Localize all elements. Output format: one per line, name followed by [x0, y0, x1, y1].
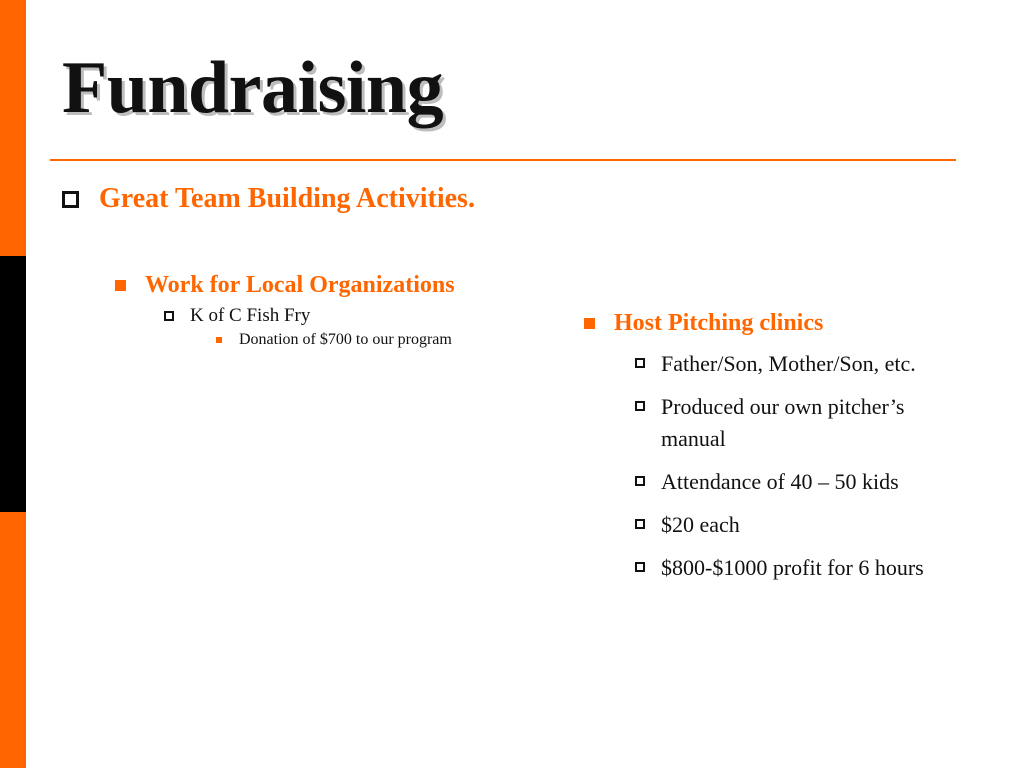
- list-item: [635, 509, 965, 541]
- bullet-level3: [164, 305, 455, 327]
- list-item-text: Produced our own pitcher’s manual: [661, 394, 905, 451]
- hollow-square-bullet-icon: [62, 191, 79, 208]
- bullet-level4-text: Donation of $700 to our program: [239, 331, 452, 348]
- small-square-bullet-icon: [216, 337, 222, 343]
- hollow-square-bullet-icon: [635, 476, 645, 486]
- title-divider: [50, 159, 956, 161]
- bullet-level2: [115, 272, 455, 299]
- bullet-level4: [216, 331, 455, 349]
- left-accent-bar-black-segment: [0, 256, 26, 512]
- bullet-level1: [62, 183, 475, 215]
- list-item: [635, 348, 965, 380]
- right-column: [584, 310, 984, 584]
- hollow-square-bullet-icon: [635, 562, 645, 572]
- bullet-level2: [584, 310, 984, 337]
- solid-square-bullet-icon: [115, 280, 126, 291]
- solid-square-bullet-icon: [584, 318, 595, 329]
- hollow-square-bullet-icon: [164, 311, 174, 321]
- hollow-square-bullet-icon: [635, 519, 645, 529]
- list-item-text: Attendance of 40 – 50 kids: [661, 469, 899, 494]
- list-item: [635, 552, 965, 584]
- slide-title: Fundraising: [62, 47, 444, 129]
- list-item: [635, 391, 965, 455]
- list-item-text: Father/Son, Mother/Son, etc.: [661, 351, 916, 376]
- bullet-level3-text: K of C Fish Fry: [190, 305, 311, 326]
- list-item-text: $20 each: [661, 512, 740, 537]
- bullet-level2-text: Work for Local Organizations: [145, 272, 455, 298]
- list-item: [635, 466, 965, 498]
- bullet-level1-text: Great Team Building Activities.: [99, 183, 475, 214]
- left-column: [115, 272, 455, 349]
- hollow-square-bullet-icon: [635, 401, 645, 411]
- hollow-square-bullet-icon: [635, 358, 645, 368]
- bullet-level2-text: Host Pitching clinics: [614, 310, 824, 336]
- list-item-text: $800-$1000 profit for 6 hours: [661, 555, 924, 580]
